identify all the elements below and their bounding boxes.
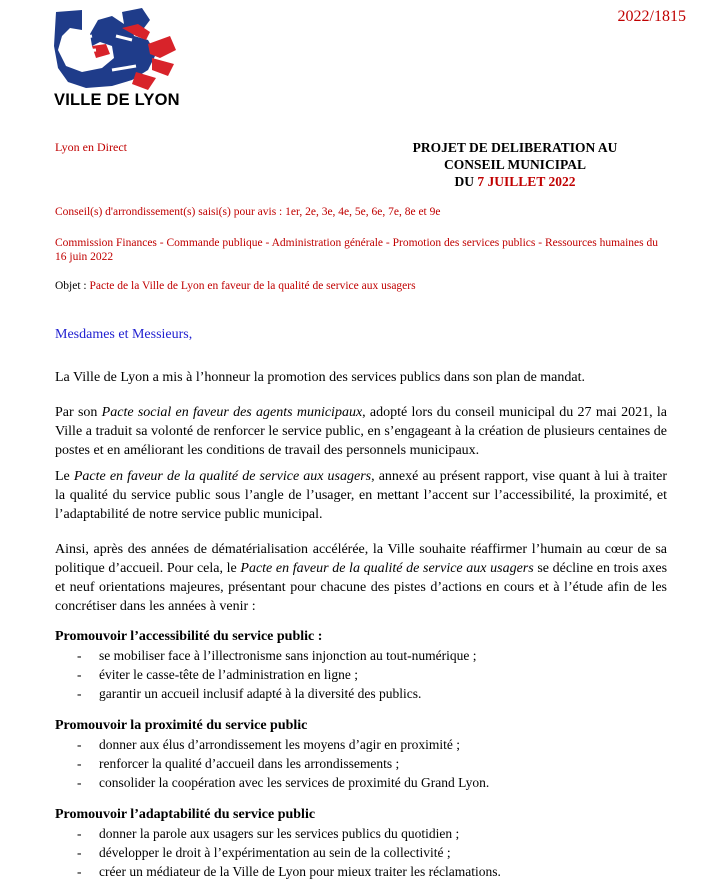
p4-start: Ainsi, après des années de dématérialisation accélérée, la Ville souhaite réaffirmer l’humain au cœur de sa politique d’accueil. Pour cela, le (55, 542, 667, 576)
title-line-2: CONSEIL MUNICIPAL (444, 157, 586, 172)
list-item: - renforcer la qualité d’accueil dans les arrondissements ; (55, 754, 675, 773)
section-proximity (55, 716, 675, 792)
p2-start: Par son (55, 405, 98, 420)
objet-label: Objet : (55, 280, 87, 292)
section-accessibility (55, 627, 675, 703)
service-name: Lyon en Direct (55, 140, 127, 154)
salutation: Mesdames et Messieurs, (55, 327, 193, 342)
paragraph-3 (55, 467, 667, 524)
list-item: - donner aux élus d’arrondissement les moyens d’agir en proximité ; (55, 735, 675, 754)
list-item: - donner la parole aux usagers sur les services publics du quotidien ; (55, 824, 675, 843)
commission-line: Commission Finances - Commande publique - Administration générale - Promotion des services publics - Ressources humaines du 16 juin 2022 (55, 237, 659, 263)
list-item: - créer un médiateur de la Ville de Lyon pour mieux traiter les réclamations. (55, 862, 675, 881)
p3-end: , annexé au présent rapport, vise quant à lui à traiter la qualité du service public sous l’angle de l’usager, en mettant l’accent sur l’accessibilité, la proximité, et l’adaptabilité de notre service public municipal. (55, 469, 668, 522)
objet-text: Pacte de la Ville de Lyon en faveur de la qualité de service aux usagers (89, 280, 416, 292)
p4-end: se décline en trois axes et neuf orientations majeures, présentant pour chacune des pistes d’actions en cours et à l’étude afin de les concrétiser dans les années à venir : (55, 561, 668, 614)
section-list (55, 735, 675, 792)
title-date-prefix: DU (454, 174, 475, 189)
document-title (372, 139, 658, 190)
p2-end: , adopté lors du conseil municipal du 27 mai 2021, la Ville a traduit sa volonté de renforcer le service public, en s’engageant à la création de plusieurs centaines de postes et en améliorant les conditions de travail des personnels municipaux. (55, 405, 667, 458)
list-item: - développer le droit à l’expérimentation au sein de la collectivité ; (55, 843, 675, 862)
title-line-1: PROJET DE DELIBERATION AU (412, 140, 618, 155)
title-date: 7 JUILLET 2022 (477, 174, 576, 189)
reference-number: 2022/1815 (617, 8, 686, 25)
paragraph-4 (55, 540, 667, 616)
paragraph-1: La Ville de Lyon a mis à l’honneur la promotion des services publics dans son plan de mandat. (55, 370, 586, 385)
conseils-arrondissement: Conseil(s) d'arrondissement(s) saisi(s) pour avis : 1er, 2e, 3e, 4e, 5e, 6e, 7e, 8e et 9e (55, 206, 441, 218)
p2-italic: Pacte social en faveur des agents municipaux (101, 405, 363, 420)
logo-text: VILLE DE LYON (54, 91, 180, 109)
section-list (55, 824, 675, 881)
p3-italic: Pacte en faveur de la qualité de service aux usagers (73, 469, 372, 484)
list-item: - garantir un accueil inclusif adapté à la diversité des publics. (55, 684, 675, 703)
list-item: - consolider la coopération avec les services de proximité du Grand Lyon. (55, 773, 675, 792)
objet-line (55, 280, 416, 292)
section-title: Promouvoir l’adaptabilité du service public (55, 807, 316, 822)
list-item: - éviter le casse-tête de l’administration en ligne ; (55, 665, 675, 684)
section-title: Promouvoir l’accessibilité du service public : (55, 629, 323, 644)
section-adaptability (55, 805, 675, 881)
lion-emblem-icon (52, 6, 180, 94)
title-line-3 (372, 173, 658, 190)
paragraph-2 (55, 403, 667, 460)
p4-italic: Pacte en faveur de la qualité de service aux usagers (240, 561, 534, 576)
list-item: - se mobiliser face à l’illectronisme sans injonction au tout-numérique ; (55, 646, 675, 665)
section-list (55, 646, 675, 703)
p3-start: Le (55, 469, 70, 484)
section-title: Promouvoir la proximité du service public (55, 718, 308, 733)
